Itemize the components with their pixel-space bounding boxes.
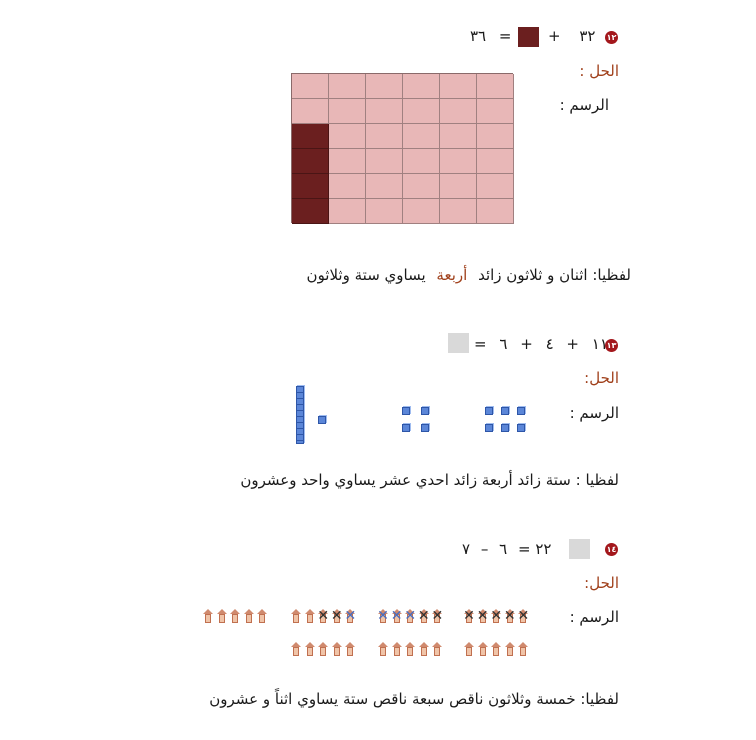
grid-cell bbox=[403, 199, 440, 224]
grid-cell bbox=[292, 199, 329, 224]
q14-eq-equals: = bbox=[517, 540, 531, 558]
crossed-house-icon bbox=[378, 609, 388, 623]
grid-cell bbox=[440, 174, 477, 199]
grid-cell bbox=[329, 199, 366, 224]
house-icon bbox=[419, 642, 429, 656]
crossed-house-icon bbox=[419, 609, 429, 623]
crossed-house-icon bbox=[505, 609, 515, 623]
question-number-12: ١٢ bbox=[606, 33, 617, 42]
unit-cube-block bbox=[318, 416, 326, 424]
q14-eq-minus2: – bbox=[480, 540, 489, 558]
unit-cube-block bbox=[421, 407, 429, 415]
house-icon bbox=[518, 642, 528, 656]
unit-cube-block bbox=[421, 424, 429, 432]
crossed-house-icon bbox=[518, 609, 528, 623]
grid-cell bbox=[440, 149, 477, 174]
house-icon bbox=[345, 642, 355, 656]
grid-cell bbox=[292, 174, 329, 199]
cross-mark-icon: ✕ bbox=[344, 608, 357, 624]
q13-eq-c: ١١ bbox=[591, 335, 608, 353]
grid-cell bbox=[329, 74, 366, 99]
grid-cell bbox=[403, 74, 440, 99]
cross-mark-icon: ✕ bbox=[377, 608, 389, 624]
house-icon bbox=[318, 642, 328, 656]
house-icon bbox=[505, 642, 515, 656]
crossed-house-icon bbox=[491, 609, 501, 623]
house-icon bbox=[432, 642, 442, 656]
cross-mark-icon: ✕ bbox=[417, 608, 430, 624]
crossed-house-icon bbox=[318, 609, 328, 623]
grid-cell bbox=[477, 124, 514, 149]
q14-answer-blank[interactable] bbox=[569, 539, 590, 559]
q13-eq-plus2: + bbox=[566, 335, 579, 353]
unit-cube-block bbox=[485, 424, 493, 432]
house-icon bbox=[217, 609, 227, 623]
grid-cell bbox=[477, 99, 514, 124]
house-icon bbox=[478, 642, 488, 656]
house-icon bbox=[464, 642, 474, 656]
house-icon bbox=[257, 609, 267, 623]
cross-mark-icon: ✕ bbox=[431, 608, 444, 624]
q13-solution-label: الحل: bbox=[584, 369, 619, 387]
grid-cell bbox=[292, 124, 329, 149]
grid-cell bbox=[440, 74, 477, 99]
q12-answer-blank[interactable] bbox=[518, 27, 539, 47]
grid-cell bbox=[329, 99, 366, 124]
house-icon bbox=[305, 609, 315, 623]
grid-cell bbox=[403, 149, 440, 174]
grid-cell bbox=[477, 199, 514, 224]
cross-mark-icon: ✕ bbox=[490, 608, 503, 624]
question-number-13: ١٣ bbox=[606, 341, 617, 350]
grid-cell bbox=[366, 149, 403, 174]
q12-eq-left: ٣٦ bbox=[470, 27, 487, 45]
crossed-house-icon bbox=[332, 609, 342, 623]
house-icon bbox=[332, 642, 342, 656]
q14-equation bbox=[456, 540, 580, 558]
grid-cell bbox=[366, 124, 403, 149]
q13-answer-blank[interactable] bbox=[448, 333, 469, 353]
house-icon bbox=[244, 609, 254, 623]
question-number-14: ١٤ bbox=[606, 545, 617, 554]
grid-cell bbox=[329, 124, 366, 149]
house-icon bbox=[291, 609, 301, 623]
q12-equation bbox=[470, 27, 511, 45]
grid-cell bbox=[292, 74, 329, 99]
q12-solution-label: الحل : bbox=[579, 62, 619, 80]
q12-equation-right bbox=[548, 27, 595, 45]
q12-eq-right: ٣٢ bbox=[579, 27, 596, 45]
house-icon bbox=[203, 609, 213, 623]
grid-cell bbox=[366, 174, 403, 199]
crossed-house-icon bbox=[478, 609, 488, 623]
grid-cell bbox=[403, 124, 440, 149]
q12-grid bbox=[291, 73, 513, 223]
q14-drawing-label: الرسم : bbox=[569, 608, 619, 626]
unit-cube-block bbox=[402, 424, 410, 432]
q12-words-prefix: لفظيا: اثنان و ثلاثون زائد bbox=[478, 266, 631, 284]
q14-eq-b: ٧ bbox=[462, 540, 471, 558]
grid-cell bbox=[366, 99, 403, 124]
cross-mark-icon: ✕ bbox=[317, 608, 330, 624]
q13-eq-equals: = bbox=[474, 335, 487, 353]
q12-words-suffix: يساوي ستة وثلاثون bbox=[306, 266, 426, 284]
q12-drawing-label: الرسم : bbox=[559, 96, 609, 114]
cross-mark-icon: ✕ bbox=[390, 608, 403, 624]
q12-eq-plus: + bbox=[548, 27, 561, 45]
unit-cube-block bbox=[517, 407, 525, 415]
cross-mark-icon: ✕ bbox=[517, 608, 530, 624]
house-icon bbox=[230, 609, 240, 623]
crossed-house-icon bbox=[392, 609, 402, 623]
grid-cell bbox=[329, 149, 366, 174]
grid-cell bbox=[403, 99, 440, 124]
house-icon bbox=[491, 642, 501, 656]
unit-cube-block bbox=[501, 424, 509, 432]
house-icon bbox=[405, 642, 415, 656]
q13-eq-b: ٤ bbox=[545, 335, 554, 353]
crossed-house-icon bbox=[345, 609, 355, 623]
q12-eq-equals: = bbox=[498, 27, 512, 45]
grid-cell bbox=[477, 174, 514, 199]
q14-solution-label: الحل: bbox=[584, 574, 619, 592]
grid-cell bbox=[366, 74, 403, 99]
unit-cube-block bbox=[501, 407, 509, 415]
q14-eq-c: ٦ bbox=[499, 540, 508, 558]
unit-cube-block bbox=[402, 407, 410, 415]
ten-rod-block bbox=[296, 386, 304, 444]
q12-words-highlight: أربعة bbox=[436, 266, 468, 284]
grid-cell bbox=[292, 149, 329, 174]
cross-mark-icon: ✕ bbox=[404, 608, 417, 624]
cross-mark-icon: ✕ bbox=[463, 608, 475, 624]
cross-mark-icon: ✕ bbox=[330, 608, 343, 624]
grid-cell bbox=[329, 174, 366, 199]
crossed-house-icon bbox=[432, 609, 442, 623]
grid-cell bbox=[403, 174, 440, 199]
q13-drawing-label: الرسم : bbox=[569, 404, 619, 422]
house-icon bbox=[291, 642, 301, 656]
q13-equation bbox=[474, 335, 608, 353]
crossed-house-icon bbox=[405, 609, 415, 623]
house-icon bbox=[305, 642, 315, 656]
grid-cell bbox=[292, 99, 329, 124]
q14-words: لفظيا: خمسة وثلاثون ناقص سبعة ناقص ستة يساوي اثناً و عشرون bbox=[209, 690, 619, 708]
grid-cell bbox=[477, 74, 514, 99]
q14-eq-result: ٢٢ bbox=[535, 540, 552, 558]
grid-cell bbox=[366, 199, 403, 224]
grid-cell bbox=[440, 124, 477, 149]
crossed-house-icon bbox=[464, 609, 474, 623]
q13-eq-plus1: + bbox=[520, 335, 533, 353]
cross-mark-icon: ✕ bbox=[476, 608, 489, 624]
unit-cube-block bbox=[517, 424, 525, 432]
q13-eq-a: ٦ bbox=[499, 335, 508, 353]
grid-cell bbox=[440, 99, 477, 124]
house-icon bbox=[392, 642, 402, 656]
unit-cube-block bbox=[485, 407, 493, 415]
house-icon bbox=[378, 642, 388, 656]
q12-words bbox=[307, 266, 631, 284]
grid-cell bbox=[440, 199, 477, 224]
cross-mark-icon: ✕ bbox=[503, 608, 516, 624]
grid-cell bbox=[477, 149, 514, 174]
q13-words: لفظيا : ستة زائد أربعة زائد احدي عشر يساوي واحد وعشرون bbox=[240, 471, 619, 489]
